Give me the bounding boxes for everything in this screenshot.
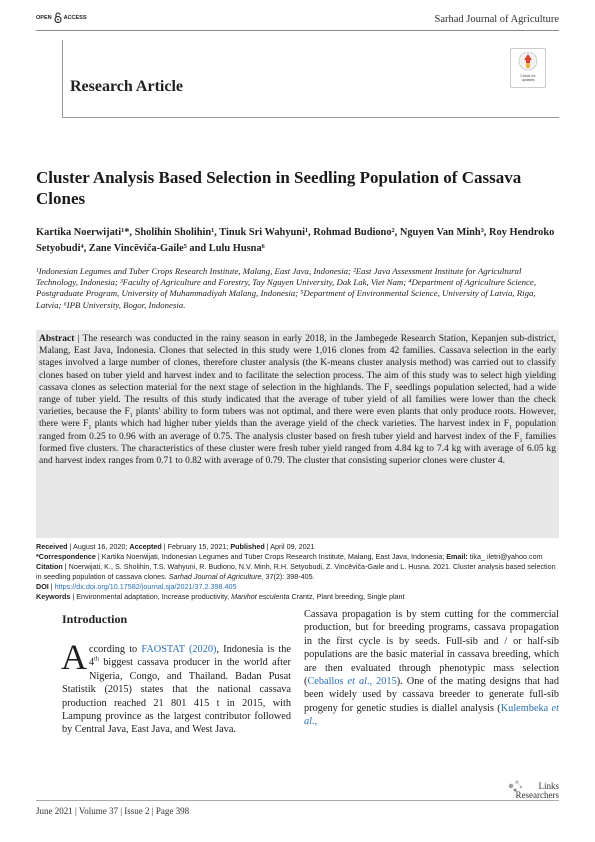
doi-link[interactable]: https://dx.doi.org/10.17582/journal.sja/2021/37.2.398.405 <box>54 582 237 591</box>
doi-line: DOI | https://dx.doi.org/10.17582/journal.sja/2021/37.2.398.405 <box>36 582 237 591</box>
ref-kulembeka[interactable]: Kulembeka et al., <box>304 702 559 728</box>
article-title: Cluster Analysis Based Selection in Seedling Population of Cassava Clones <box>36 168 522 208</box>
article-type: Research Article <box>70 78 183 95</box>
drop-cap: A <box>61 637 87 677</box>
affiliations: ¹Indonesian Legumes and Tuber Crops Research Institute, Malang, East Java, Indonesia; ²East Java Assessment Institute for Agricultural Technology, Indonesia; ³Faculty of Agriculture and Forestry, Tay Nguyen University, Dak Lak, Viet Nam; ⁴Department of Agriculture Science, Postgraduate Program, University of Muhammadiyah Malang, Indonesia; ⁵Department of Environmental Science, University of Latvia, Riga, Latvia; ⁶IPB University, Bogor, Indonesia. <box>36 266 537 310</box>
abstract-text: Abstract | The research was conducted in the rainy season in early 2018, in the Jambegede Research Station, Kepanjen sub-district, Malang, East Java, Indonesia. Clones that selected in this study were 1,016 clones from 42 families. Cassava selection in the early stages involved a large number of clones, therefore cluster analysis (the K-means cluster analysis method) was carried out to classify clones based on tuber yield and harvest index and to facilitate the selection process. The aim of this study was to select high yielding cassava clones as selection material for the next stage of selection in the highlands. The $F_1$ seedlings population selected, had a wide range of tuber yield. The results of this study indicated that the average of tuber yield of all families were lower than the check varieties, because the $F_1$ plants' ability to form tubers was not optimal, and there were even plants that only produce roots. However, there were $F_1$ plants which had higher tuber yields than the average yield of the check varieties. The harvest index in $F_1$ population ranged from 0.25 to 0.96 with an average of 0.75. The analysis cluster based on fresh tuber yield and harvest index of the $F_1$ families formed five clusters. The characteristics of these cluster were fresh tuber yield ranged from 4.84 kg to 7.4 kg with average of 6.05 kg and harvest index ranges from 0.71 to 0.82 with average of 0.79. The cluster that consisting superior clones were cluster 4. <box>39 334 557 467</box>
footer-rule <box>36 800 559 801</box>
page-footer: June 2021 | Volume 37 | Issue 2 | Page 398 <box>36 806 190 816</box>
dates-line: Received | August 16, 2020; Accepted | February 15, 2021; Published | April 09, 2021 <box>36 542 315 551</box>
oa-label-access: ACCESS <box>63 14 87 21</box>
keywords-line: Keywords | Environmental adaptation, Increase productivity, Manihot esculenta Crantz, Plant breeding, Single plant <box>36 592 405 601</box>
open-lock-icon <box>54 12 62 23</box>
crossmark-icon <box>518 51 538 73</box>
abstract-label: Abstract <box>39 334 75 344</box>
left-column <box>62 612 291 737</box>
crossmark-badge[interactable] <box>510 48 546 88</box>
header-rule <box>36 30 559 31</box>
intro-paragraph: According to FAOSTAT (2020), Indonesia is the 4th biggest cassava producer in the world after Nigeria, Congo, and Thailand. Badan Pusat Statistik (2015) states that the national cassava production reached 21 801 415 t in 2015, with Lampung province as the largest contributor followed by Central Java, East Java, and West Java. <box>61 637 291 736</box>
propagation-paragraph: Cassava propagation is by stem cutting for the commercial production, but for breeding programs, cassava propagation in the first cycle is by seeds. Full-sib and / or half-sib populations are the basic material in cassava breeding, which are then evaluated through phenotypic mass selection (Ceballos et al., 2015). One of the mating designs that had been widely used by cassava breeder to generate full-sib progeny for genetic studies is diallel analysis (Kulembeka et al., <box>304 609 559 728</box>
journal-name: Sarhad Journal of Agriculture <box>434 14 559 25</box>
ref-ceballos[interactable]: Ceballos et al., 2015 <box>307 676 397 688</box>
open-access-logo <box>36 12 87 23</box>
crossmark-label: Check for updates <box>520 74 536 82</box>
section-heading-introduction: Introduction <box>62 612 128 626</box>
email-address[interactable]: tika_ iletri@yahoo.com <box>469 552 543 561</box>
right-column <box>304 608 559 729</box>
oa-label-open: OPEN <box>36 14 52 21</box>
article-metadata <box>36 542 559 602</box>
abstract-box <box>36 330 559 538</box>
links-researchers-text: Links Researchers <box>515 781 559 800</box>
ref-faostat[interactable]: FAOSTAT (2020) <box>141 644 217 655</box>
citation-line: Citation | Noerwijati, K., S. Sholihin, T.S. Wahyuni, R. Budiono, N.V. Minh, R.H. Setyobudi, Z. Vincēviča-Gaile and L. Husna. 2021. Cluster analysis based selection in seedling population of cassava clones. Sarhad Journal of Agriculture, 37(2): 398-405. <box>36 562 556 581</box>
author-list: Kartika Noerwijati¹*, Sholihin Sholihin¹, Tinuk Sri Wahyuni¹, Rohmad Budiono², Nguyen Van Minh³, Roy Hendroko Setyobudi⁴, Zane Vincēviča-Gaile⁵ and Lulu Husna⁶ <box>36 227 555 254</box>
correspondence-line: *Correspondence | Kartika Noerwijati, Indonesian Legumes and Tuber Crops Research Institute, Malang, East Java, Indonesia; Email: tika_ iletri@yahoo.com <box>36 552 543 561</box>
